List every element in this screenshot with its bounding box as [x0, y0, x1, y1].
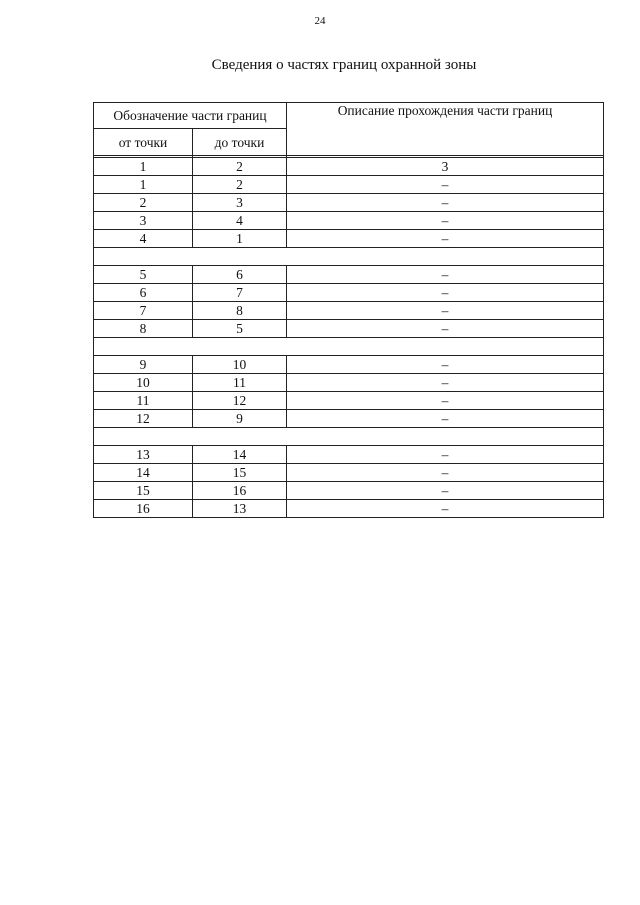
cell-from: 6: [94, 284, 193, 302]
table-header: [94, 103, 604, 156]
table-row: [94, 194, 604, 212]
cell-description: –: [287, 284, 604, 302]
table-row: [94, 284, 604, 302]
table-row: [94, 266, 604, 284]
table-row: [94, 356, 604, 374]
cell-from: 13: [94, 446, 193, 464]
table-row: [94, 302, 604, 320]
cell-description: –: [287, 320, 604, 338]
index-to: 2: [193, 158, 287, 176]
index-description: 3: [287, 158, 604, 176]
index-from: 1: [94, 158, 193, 176]
table-row: [94, 446, 604, 464]
cell-to: 2: [193, 176, 287, 194]
cell-to: 12: [193, 392, 287, 410]
cell-to: 10: [193, 356, 287, 374]
group-separator-row: [94, 428, 604, 446]
table-row: [94, 500, 604, 518]
table-row: [94, 410, 604, 428]
header-from-point: от точки: [94, 129, 193, 156]
cell-to: 4: [193, 212, 287, 230]
table-row: [94, 392, 604, 410]
cell-description: –: [287, 194, 604, 212]
cell-description: –: [287, 302, 604, 320]
cell-from: 12: [94, 410, 193, 428]
cell-to: 6: [193, 266, 287, 284]
table-row: [94, 212, 604, 230]
group-separator-row: [94, 248, 604, 266]
group-separator-row: [94, 338, 604, 356]
cell-from: 9: [94, 356, 193, 374]
table-row: [94, 464, 604, 482]
cell-description: –: [287, 482, 604, 500]
header-boundary-part-designation: Обозначение части границ: [94, 103, 287, 129]
separator-cell: [94, 248, 604, 266]
document-title: Сведения о частях границ охранной зоны: [211, 57, 477, 73]
cell-description: –: [287, 392, 604, 410]
cell-description: –: [287, 374, 604, 392]
cell-from: 1: [94, 176, 193, 194]
table-body: [94, 156, 604, 518]
cell-to: 8: [193, 302, 287, 320]
cell-from: 16: [94, 500, 193, 518]
table-row: [94, 374, 604, 392]
header-to-point: до точки: [193, 129, 287, 156]
cell-from: 2: [94, 194, 193, 212]
cell-from: 8: [94, 320, 193, 338]
cell-from: 15: [94, 482, 193, 500]
cell-description: –: [287, 464, 604, 482]
cell-description: –: [287, 176, 604, 194]
cell-description: –: [287, 500, 604, 518]
cell-to: 13: [193, 500, 287, 518]
cell-to: 14: [193, 446, 287, 464]
cell-to: 15: [193, 464, 287, 482]
cell-from: 10: [94, 374, 193, 392]
cell-description: –: [287, 212, 604, 230]
table-row: [94, 230, 604, 248]
table-row: [94, 482, 604, 500]
header-boundary-description: Описание прохождения части границ: [287, 103, 604, 156]
table-row: [94, 176, 604, 194]
cell-to: 9: [193, 410, 287, 428]
cell-to: 3: [193, 194, 287, 212]
cell-to: 11: [193, 374, 287, 392]
cell-to: 5: [193, 320, 287, 338]
cell-from: 4: [94, 230, 193, 248]
column-index-row: [94, 158, 604, 176]
cell-description: –: [287, 230, 604, 248]
cell-from: 14: [94, 464, 193, 482]
table-row: [94, 320, 604, 338]
cell-to: 16: [193, 482, 287, 500]
separator-cell: [94, 338, 604, 356]
cell-from: 11: [94, 392, 193, 410]
cell-from: 3: [94, 212, 193, 230]
cell-to: 7: [193, 284, 287, 302]
boundary-parts-table: [93, 102, 604, 518]
cell-from: 5: [94, 266, 193, 284]
header-row-group: [94, 103, 604, 129]
cell-to: 1: [193, 230, 287, 248]
cell-description: –: [287, 356, 604, 374]
cell-description: –: [287, 446, 604, 464]
cell-from: 7: [94, 302, 193, 320]
cell-description: –: [287, 410, 604, 428]
separator-cell: [94, 428, 604, 446]
page-number: 24: [314, 15, 326, 27]
cell-description: –: [287, 266, 604, 284]
